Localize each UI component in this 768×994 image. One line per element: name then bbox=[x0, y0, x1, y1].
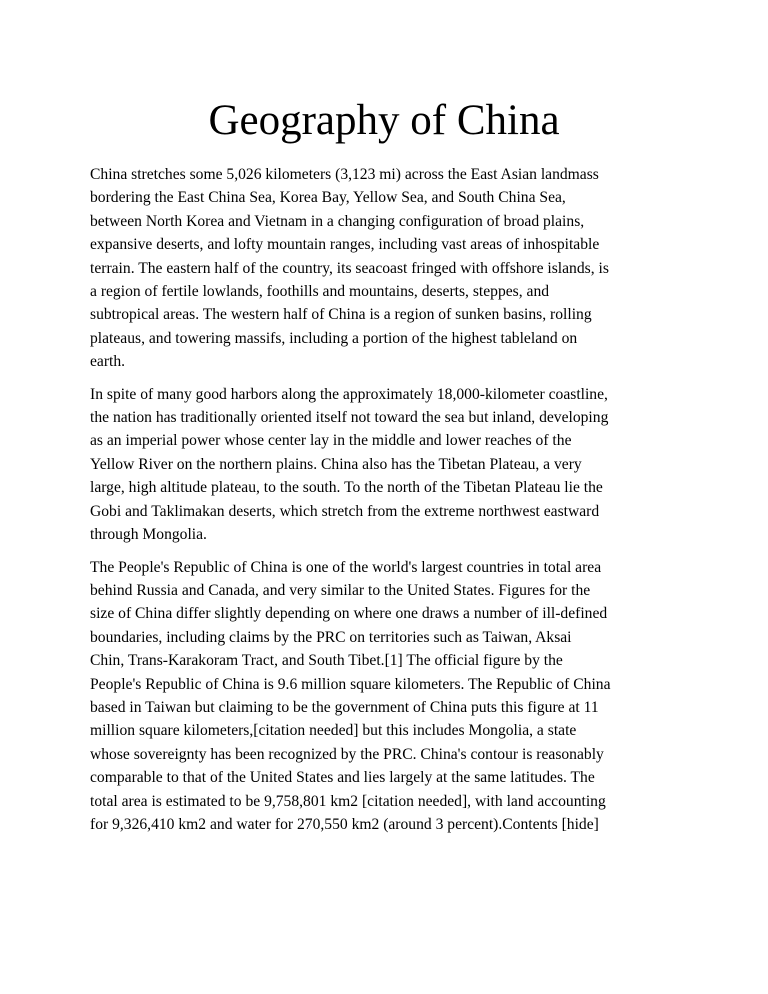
text-line: comparable to that of the United States and lies largely at the same latitudes. The bbox=[90, 769, 595, 787]
text-line: boundaries, including claims by the PRC on territories such as Taiwan, Aksai bbox=[90, 628, 572, 646]
text-line: whose sovereignty has been recognized by the PRC. China's contour is reasonably bbox=[90, 745, 604, 763]
text-line: size of China differ slightly depending on where one draws a number of ill-defined bbox=[90, 605, 608, 623]
text-line: Yellow River on the northern plains. China also has the Tibetan Plateau, a very bbox=[90, 455, 582, 473]
text-line: People's Republic of China is 9.6 million square kilometers. The Republic of China bbox=[90, 675, 611, 693]
text-line: based in Taiwan but claiming to be the government of China puts this figure at 11 bbox=[90, 698, 599, 716]
text-line: China stretches some 5,026 kilometers (3,123 mi) across the East Asian landmass bbox=[90, 166, 599, 183]
text-line: for 9,326,410 km2 and water for 270,550 km2 (around 3 percent).Contents [hide] bbox=[90, 815, 599, 833]
paragraph-2 bbox=[90, 383, 690, 547]
text-line: large, high altitude plateau, to the south. To the north of the Tibetan Plateau lie the bbox=[90, 479, 603, 497]
text-line: the nation has traditionally oriented itself not toward the sea but inland, developing bbox=[90, 409, 609, 427]
text-line: In spite of many good harbors along the approximately 18,000-kilometer coastline, bbox=[90, 385, 608, 403]
text-line: as an imperial power whose center lay in the middle and lower reaches of the bbox=[90, 432, 572, 450]
text-line: Chin, Trans-Karakoram Tract, and South Tibet.[1] The official figure by the bbox=[90, 652, 563, 670]
text-line: subtropical areas. The western half of China is a region of sunken basins, rolling bbox=[90, 306, 592, 324]
text-line: Gobi and Taklimakan deserts, which stretch from the extreme northwest eastward bbox=[90, 502, 600, 520]
text-line: total area is estimated to be 9,758,801 km2 [citation needed], with land accounting bbox=[90, 792, 606, 810]
text-line: plateaus, and towering massifs, including a portion of the highest tableland on bbox=[90, 329, 578, 347]
text-line: million square kilometers,[citation needed] but this includes Mongolia, a state bbox=[90, 722, 577, 740]
text-line: between North Korea and Vietnam in a changing configuration of broad plains, bbox=[90, 212, 585, 230]
text-line: earth. bbox=[90, 353, 126, 371]
paragraph-1 bbox=[90, 163, 690, 374]
text-line: expansive deserts, and lofty mountain ranges, including vast areas of inhospitable bbox=[90, 236, 600, 254]
text-line: The People's Republic of China is one of the world's largest countries in total area bbox=[90, 558, 602, 576]
text-line: behind Russia and Canada, and very similar to the United States. Figures for the bbox=[90, 581, 591, 599]
text-line: terrain. The eastern half of the country, its seacoast fringed with offshore islands, is bbox=[90, 259, 609, 277]
page-title: Geography of China bbox=[208, 97, 560, 144]
paragraph-3 bbox=[90, 556, 690, 837]
text-line: a region of fertile lowlands, foothills and mountains, deserts, steppes, and bbox=[90, 283, 550, 301]
text-line: bordering the East China Sea, Korea Bay, Yellow Sea, and South China Sea, bbox=[90, 189, 566, 207]
text-line: through Mongolia. bbox=[90, 526, 207, 544]
document-body bbox=[90, 163, 690, 845]
